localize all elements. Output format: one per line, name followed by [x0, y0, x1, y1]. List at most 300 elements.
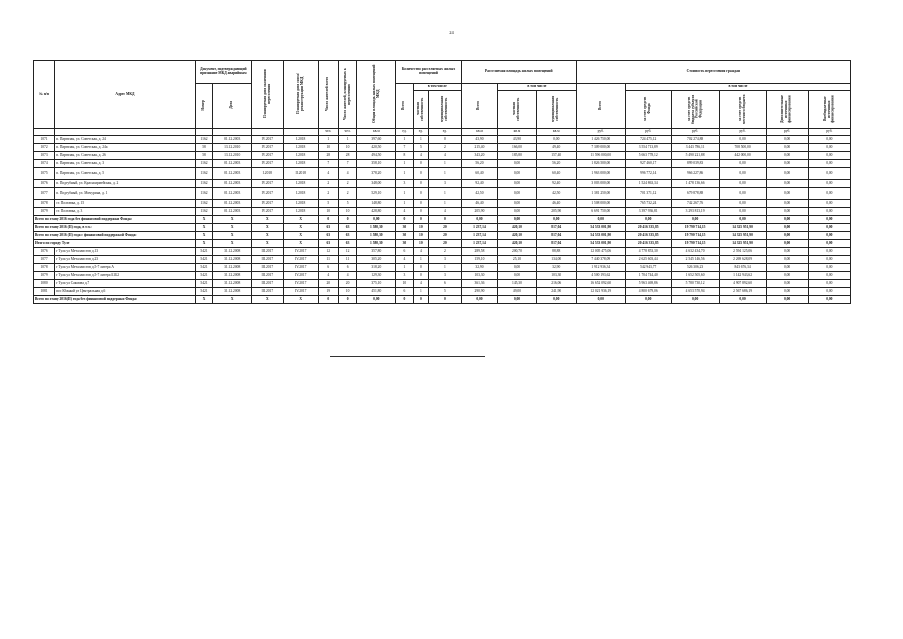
table-cell: 4 [413, 280, 428, 288]
table-cell: 19 790 714,15 [671, 224, 719, 232]
table-row [34, 152, 851, 160]
table-cell: 0,00 [536, 216, 576, 224]
table-cell: 7 [318, 160, 338, 168]
table-cell: 19 790 714,15 [671, 232, 719, 240]
table-cell: 31.12.2008 [213, 264, 252, 272]
table-cell: 54 533 001,90 [576, 232, 625, 240]
header-area-relocated: Расселяемая площадь жилых помещений [461, 61, 576, 84]
table-cell: 14 325 951,90 [719, 224, 766, 232]
table-cell: 10 [318, 208, 338, 216]
table-cell: 1 [396, 264, 414, 272]
table-cell: X [252, 240, 284, 248]
table-cell: 0,00 [808, 216, 850, 224]
table-cell: 0,00 [808, 232, 850, 240]
table-cell: I.2018 [283, 144, 318, 152]
table-cell: 0,00 [808, 272, 850, 280]
table-cell: 0 [413, 188, 428, 200]
table-cell: IV.2017 [252, 208, 284, 216]
units-cell-empty [34, 129, 55, 136]
table-cell: 1 [428, 200, 461, 208]
table-cell: 4 [396, 208, 414, 216]
table-cell: 0,00 [808, 240, 850, 248]
table-cell: X [283, 240, 318, 248]
table-cell: 8 [396, 152, 414, 160]
table-cell: 4 632 434,70 [671, 248, 719, 256]
unit-cell: руб. [576, 129, 625, 136]
table-cell: 25,10 [498, 256, 537, 264]
table-cell: 6 [318, 264, 338, 272]
table-cell: 526 306,23 [671, 264, 719, 272]
table-cell: 0 [413, 168, 428, 180]
table-cell: 0,00 [498, 180, 537, 188]
table-row [34, 280, 851, 288]
table-cell: III.2017 [252, 288, 284, 296]
table-cell: 0,00 [808, 188, 850, 200]
table-cell: 1162 [195, 180, 213, 188]
table-cell: 1080 [34, 280, 55, 288]
table-cell: 0,00 [808, 152, 850, 160]
table-cell: 305,20 [357, 256, 396, 264]
table-cell: X [213, 240, 252, 248]
table-row [34, 256, 851, 264]
table-cell: IV.2017 [283, 288, 318, 296]
table-cell: X [283, 216, 318, 224]
table-cell: 0,00 [719, 160, 766, 168]
table-cell: 1 [428, 160, 461, 168]
table-cell: IV.2017 [283, 248, 318, 256]
table-cell: 12 [318, 248, 338, 256]
table-cell: 1 [413, 288, 428, 296]
table-cell: 0,00 [576, 296, 625, 304]
table-cell: 0,00 [498, 168, 537, 180]
table-row [34, 248, 851, 256]
table-cell: 11 596 000,00 [576, 152, 625, 160]
table-cell: IV.2017 [283, 264, 318, 272]
table-cell: 148,80 [357, 200, 396, 208]
table-cell: г Тула ул Сакмова д.7 [55, 280, 196, 288]
table-cell: 145,30 [498, 280, 537, 288]
table-cell: 01.12.2003 [213, 136, 252, 144]
table-row [34, 144, 851, 152]
table-cell: 1079 [34, 272, 55, 280]
table-cell: 200,70 [498, 248, 537, 256]
table-cell: 58 [195, 144, 213, 152]
table-cell: 529,10 [357, 188, 396, 200]
table-cell: 0 [413, 272, 428, 280]
table-cell: 5 490 221,88 [671, 152, 719, 160]
table-cell: 1162 [195, 168, 213, 180]
header-planned-relocation: Планируемая дата окончания переселения [252, 61, 284, 129]
table-cell: 765 732,24 [625, 200, 671, 208]
table-cell: IV.2017 [252, 200, 284, 208]
table-cell: III.2017 [252, 264, 284, 272]
table-cell: 2 [318, 188, 338, 200]
table-cell: 0 [428, 216, 461, 224]
units-cell-empty [252, 129, 284, 136]
header-num: № п/п [34, 61, 55, 129]
table-cell: 0,00 [808, 160, 850, 168]
unit-cell: руб. [766, 129, 808, 136]
table-cell: 4 778 853,30 [625, 248, 671, 256]
total-row [34, 240, 851, 248]
table-cell: X [213, 232, 252, 240]
table-cell: 0,00 [671, 216, 719, 224]
unit-cell: чел. [338, 129, 357, 136]
table-cell: 1 237,14 [461, 232, 497, 240]
table-cell: 129,30 [357, 272, 396, 280]
table-cell: 0,00 [498, 200, 537, 208]
table-cell: 357,80 [357, 248, 396, 256]
table-cell: 11 [318, 256, 338, 264]
table-cell: X [252, 216, 284, 224]
table-cell: п. Партизан, ул. Советская, д. 26 [55, 152, 196, 160]
table-cell: 58 [195, 152, 213, 160]
table-cell: I.2018 [283, 136, 318, 144]
table-cell: 4 907 892,60 [719, 280, 766, 288]
table-cell: 2 625 603,44 [625, 256, 671, 264]
table-cell: 0,00 [766, 224, 808, 232]
table-cell: 0,00 [766, 216, 808, 224]
table-cell: 4 500 193,62 [576, 272, 625, 280]
table-cell: 12 005 475,06 [576, 248, 625, 256]
table-cell: X [283, 296, 318, 304]
table-cell: 1162 [195, 200, 213, 208]
table-cell: 0 [413, 264, 428, 272]
table-cell: 46,40 [536, 200, 576, 208]
table-cell: 5 [338, 200, 357, 208]
table-cell: 0,00 [719, 208, 766, 216]
table-cell: 0,00 [461, 296, 497, 304]
table-cell: г Тула ул Металлистов д.5-7 литера А [55, 264, 196, 272]
table-cell: 1 478 136,66 [671, 180, 719, 188]
table-cell: 63 [318, 232, 338, 240]
table-cell: 6 [396, 248, 414, 256]
table-cell: X [213, 216, 252, 224]
table-cell: 1 [396, 188, 414, 200]
table-cell: 14 325 951,90 [719, 240, 766, 248]
table-cell: 318,20 [357, 264, 396, 272]
table-cell: 01.12.2003 [213, 180, 252, 188]
unit-cell: ед. [396, 129, 414, 136]
table-cell: 361,36 [461, 280, 497, 288]
table-cell: 30 [396, 232, 414, 240]
table-cell: 1 [413, 256, 428, 264]
total-label: Всего по этапу 2016 года без финансовой поддержки Фонда: [34, 216, 196, 224]
table-cell: 0,00 [808, 168, 850, 180]
table-cell: п. Партизан, ул. Советская, д. 3 [55, 160, 196, 168]
table-cell: 0,00 [498, 208, 537, 216]
table-cell: 0,00 [766, 180, 808, 188]
table-cell: 60,40 [536, 168, 576, 180]
table-cell: X [252, 232, 284, 240]
table-cell: 0 [396, 216, 414, 224]
table-cell: 0 [318, 216, 338, 224]
table-cell: 0,00 [536, 296, 576, 304]
table-cell: 0 [338, 216, 357, 224]
table-cell: 5 663 778,12 [625, 152, 671, 160]
table-cell: 0,00 [671, 296, 719, 304]
table-cell: 1 [396, 160, 414, 168]
table-cell: 0 [338, 296, 357, 304]
table-cell: 0,00 [498, 296, 537, 304]
table-cell: 31.12.2008 [213, 272, 252, 280]
units-cell-empty [213, 129, 252, 136]
table-cell: IV.2017 [252, 144, 284, 152]
table-cell: 31.12.2008 [213, 288, 252, 296]
unit-cell: руб. [671, 129, 719, 136]
table-cell: 216,06 [536, 280, 576, 288]
table-cell: 0,00 [808, 224, 850, 232]
table-cell: 1076 [34, 180, 55, 188]
table-cell: 0,00 [766, 288, 808, 296]
table-cell: 2 [318, 180, 338, 188]
table-cell: 0,00 [719, 200, 766, 208]
table-cell: 4 800 679,06 [625, 288, 671, 296]
header-rooms-count: Количество расселяемых жилых помещений [396, 61, 462, 84]
table-row [34, 136, 851, 144]
table-cell: 1079 [34, 208, 55, 216]
table-row [34, 264, 851, 272]
table-cell: ст. Полтавка, д. 3 [55, 208, 196, 216]
unit-cell: руб. [625, 129, 671, 136]
table-cell: 10 [338, 144, 357, 152]
table-row [34, 180, 851, 188]
table-cell: 01.12.2003 [213, 168, 252, 180]
table-cell: п. Партизан, ул. Советская, д. 24а [55, 144, 196, 152]
table-cell: 2 [338, 188, 357, 200]
table-cell: 0,00 [808, 280, 850, 288]
table-cell: 10 [413, 232, 428, 240]
table-cell: 0,00 [766, 144, 808, 152]
table-cell: 1078 [34, 200, 55, 208]
table-cell: 724 475,12 [625, 136, 671, 144]
table-cell: 1 963 000,00 [576, 168, 625, 180]
table-cell: 290,90 [461, 288, 497, 296]
table-cell: X [195, 240, 213, 248]
table-cell: 3 443 786,11 [671, 144, 719, 152]
table-cell: 16 652 092,60 [576, 280, 625, 288]
page-number: 24 [449, 30, 454, 35]
table-cell: 1073 [34, 152, 55, 160]
table-cell: IV.2017 [252, 152, 284, 160]
table-cell: 0,00 [461, 216, 497, 224]
header-cost-incl: в том числе [625, 84, 850, 91]
table-cell: 0,00 [719, 136, 766, 144]
table-cell: 701 371,12 [625, 188, 671, 200]
units-row [34, 129, 851, 136]
table-cell: IV.2017 [252, 188, 284, 200]
table-cell: 166,00 [498, 144, 537, 152]
table-cell: I.2018 [283, 208, 318, 216]
header-rooms-incl: в том числе [413, 84, 461, 91]
table-cell: III.2017 [252, 248, 284, 256]
table-cell: 13.12.2010 [213, 152, 252, 160]
table-cell: 817,04 [536, 232, 576, 240]
units-cell-empty [55, 129, 196, 136]
table-cell: 1074 [34, 160, 55, 168]
table-cell: 31.12.2008 [213, 280, 252, 288]
table-cell: 10 [318, 144, 338, 152]
table-cell: 2 567 686,19 [719, 288, 766, 296]
unit-cell: чел. [318, 129, 338, 136]
table-cell: X [195, 216, 213, 224]
table-cell: 0,00 [766, 208, 808, 216]
table-cell: 63 [338, 232, 357, 240]
table-cell: 1 [318, 136, 338, 144]
table-cell: 0,00 [766, 264, 808, 272]
table-cell: 10 [413, 240, 428, 248]
table-cell: 1162 [195, 160, 213, 168]
table-cell: 289,58 [461, 248, 497, 256]
header-fund: за счет средств Фонда [625, 91, 671, 129]
table-cell: I.2018 [283, 188, 318, 200]
table-cell: 134,00 [536, 256, 576, 264]
table-cell: 30 [396, 224, 414, 232]
table-cell: п. Подгубный, ул. Мичурина, д. 1 [55, 188, 196, 200]
table-cell: 2 [428, 248, 461, 256]
table-cell: 1077 [34, 256, 55, 264]
table-cell: 1162 [195, 136, 213, 144]
table-cell: 0,00 [808, 208, 850, 216]
table-cell: п. Партизан, ул. Советская, д. 24 [55, 136, 196, 144]
table-cell: 01.12.2003 [213, 208, 252, 216]
header-residents: Число жителей всего [318, 61, 338, 129]
table-cell: 966 227,86 [671, 168, 719, 180]
table-cell: 12 [338, 248, 357, 256]
table-cell: 28 [318, 152, 338, 160]
table-cell: 20 [338, 280, 357, 288]
table-cell: 42,50 [536, 188, 576, 200]
table-row [34, 208, 851, 216]
unit-cell: кв.м [461, 129, 497, 136]
total-label: Всего по этапу 2016 (II) года, в т.ч.: [34, 224, 196, 232]
table-cell: г Тула ул Металлистов д.5-7 литера Б1Б2 [55, 272, 196, 280]
table-cell: 1 [428, 168, 461, 180]
table-cell: 14 325 951,90 [719, 232, 766, 240]
table-cell: г Тула ул Металлистов д.23 [55, 256, 196, 264]
table-cell: 49,00 [498, 288, 537, 296]
table-cell: 1162 [195, 208, 213, 216]
table-cell: 3 [428, 180, 461, 188]
table-cell: 13.12.2010 [213, 144, 252, 152]
header-doc-date: Дата [213, 84, 252, 129]
table-cell: 0,00 [498, 264, 537, 272]
header-additional: Дополнительные источники финансирования [766, 91, 808, 129]
table-cell: г Тула ул Металлистов д.13 [55, 248, 196, 256]
table-cell: 5421 [195, 256, 213, 264]
table-cell: 4 [428, 208, 461, 216]
table-cell: 56,20 [461, 160, 497, 168]
table-cell: IV.2017 [252, 136, 284, 144]
table-cell: 10 [338, 288, 357, 296]
table-cell: 442 000,00 [719, 152, 766, 160]
table-cell: 4 [318, 168, 338, 180]
table-cell: X [213, 224, 252, 232]
table-cell: 843 676,34 [719, 264, 766, 272]
table-cell: 4 [428, 152, 461, 160]
table-cell: 12 021 936,19 [576, 288, 625, 296]
table-cell: III.2017 [252, 280, 284, 288]
table-cell: 1 652 505,60 [671, 272, 719, 280]
table-cell: 4 [396, 256, 414, 264]
table-cell: 63 [318, 240, 338, 248]
table-cell: 31.12.2008 [213, 248, 252, 256]
table-cell: 1 381 250,00 [576, 188, 625, 200]
table-cell: 01.12.2003 [213, 188, 252, 200]
table-cell: 10 [396, 280, 414, 288]
header-area-municipal: муниципальная собственность [536, 91, 576, 129]
table-cell: 10 [413, 224, 428, 232]
table-cell: 5421 [195, 264, 213, 272]
table-cell: 420,10 [498, 232, 537, 240]
total-label: Всего по этапу 2016(II) года без финансовой поддержки Фонда: [34, 296, 196, 304]
table-cell: 4 [413, 248, 428, 256]
unit-cell: ед. [428, 129, 461, 136]
unit-cell: кв.м [498, 129, 537, 136]
table-cell: 0 [428, 136, 461, 144]
table-cell: 1 [396, 136, 414, 144]
table-cell: 20 416 335,85 [625, 224, 671, 232]
unit-cell: ед. [413, 129, 428, 136]
table-row [34, 288, 851, 296]
header-document: Документ, подтверждающий признание МКД аварийным [195, 61, 251, 84]
header-area-incl: в том числе [498, 84, 577, 91]
table-cell: 343,20 [461, 152, 497, 160]
table-cell: 241,90 [536, 288, 576, 296]
table-cell: 358,10 [357, 160, 396, 168]
table-cell: 01.12.2003 [213, 160, 252, 168]
table-cell: 3 [428, 256, 461, 264]
table-cell: 32,90 [536, 264, 576, 272]
table-cell: 103,30 [461, 272, 497, 280]
table-cell: 5421 [195, 272, 213, 280]
table-cell: 0 [413, 296, 428, 304]
table-cell: 20 [428, 224, 461, 232]
table-cell: 49,40 [536, 144, 576, 152]
table-cell: 3 [428, 272, 461, 280]
table-cell: 1075 [34, 168, 55, 180]
table-cell: 0,00 [719, 296, 766, 304]
table-cell: 817,04 [536, 224, 576, 232]
table-cell: 0,00 [766, 280, 808, 288]
table-cell: 11 [338, 256, 357, 264]
table-cell: 19 790 714,15 [671, 240, 719, 248]
table-cell: 6 [428, 280, 461, 288]
table-cell: X [195, 224, 213, 232]
table-cell: 88,88 [536, 248, 576, 256]
total-label: Итого по городу Туле [34, 240, 196, 248]
table-cell: 56,20 [536, 160, 576, 168]
table-cell: 0,00 [808, 180, 850, 188]
table-cell: 1 826 500,00 [576, 160, 625, 168]
header-rooms-total: Всего [396, 84, 414, 129]
table-cell: I.2018 [252, 168, 284, 180]
table-cell: 542 943,77 [625, 264, 671, 272]
table-cell: 0 [413, 216, 428, 224]
table-cell: 0,00 [766, 256, 808, 264]
table-row [34, 160, 851, 168]
table-cell: 1078 [34, 264, 55, 272]
table-cell: 0,00 [766, 248, 808, 256]
table-cell: 451,80 [357, 288, 396, 296]
table-cell: 0,00 [498, 216, 537, 224]
header-area-private: частная собственность [498, 91, 537, 129]
table-cell: 742 267,76 [671, 200, 719, 208]
table-cell: 1 [396, 168, 414, 180]
table-cell: 0,00 [576, 216, 625, 224]
table-cell: 42,50 [461, 188, 497, 200]
table-cell: 0,00 [498, 272, 537, 280]
